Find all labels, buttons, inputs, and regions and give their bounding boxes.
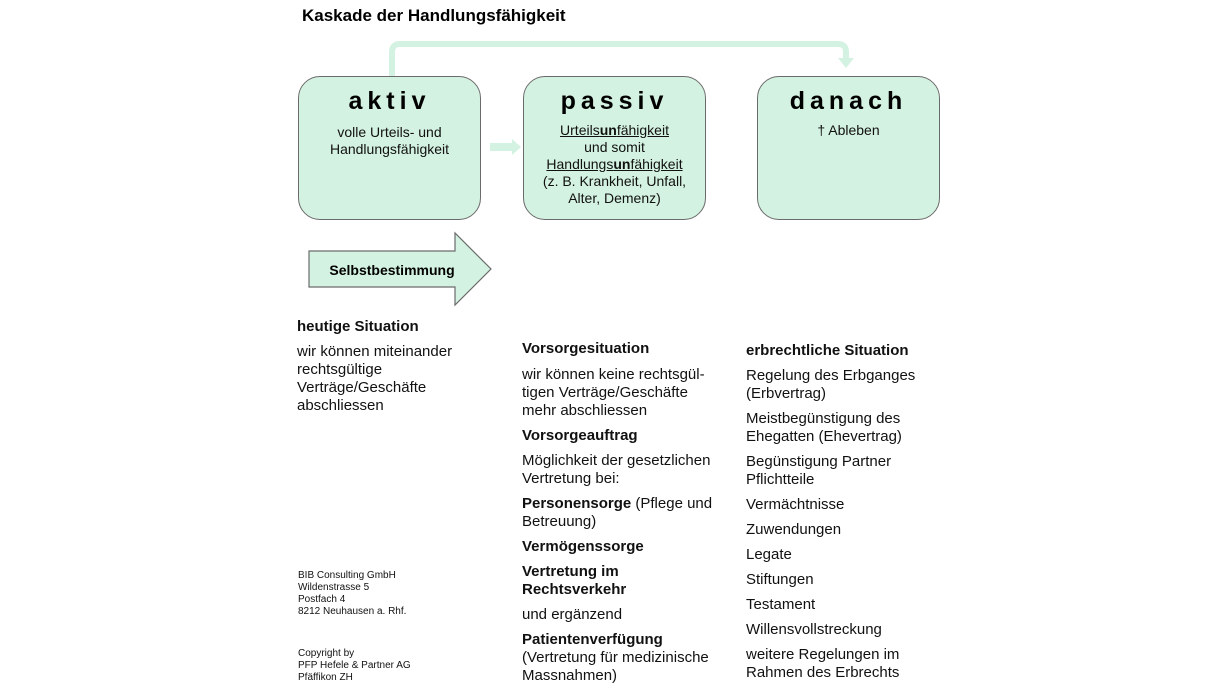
un-emphasis: un [599, 122, 617, 138]
col1-text-line: Verträge/Geschäfte [297, 379, 427, 396]
col2-text-line: Vertretung bei: [522, 470, 620, 487]
column-vorsorgesituation [522, 340, 732, 685]
box-passiv [523, 76, 706, 220]
box-danach [757, 76, 940, 220]
box-danach-title: danach [789, 87, 908, 115]
box-passiv-line [524, 122, 705, 139]
col3-item: Pflichtteile [746, 471, 815, 488]
vertretung-item: Rechtsverkehr [522, 581, 627, 598]
urteils-part: Urteils [560, 122, 600, 138]
col3-heading: erbrechtliche Situation [746, 342, 909, 359]
handlungs-part: Handlungs [546, 156, 614, 172]
col1-text-line: abschliessen [297, 397, 384, 414]
col2-text-line: Möglichkeit der gesetzlichen [522, 452, 711, 469]
address-line: Wildenstrasse 5 [298, 582, 370, 593]
top-connector-arrowhead [838, 58, 854, 68]
personensorge-detail: (Pflege und [631, 495, 713, 512]
col1-heading: heutige Situation [297, 318, 419, 335]
vorsorgeauftrag-heading: Vorsorgeauftrag [522, 427, 638, 444]
col2-text-line: tigen Verträge/Geschäfte [522, 384, 688, 401]
col2-text-line: wir können keine rechtsgül- [522, 366, 705, 383]
box-aktiv-line: Handlungsfähigkeit [329, 141, 450, 157]
col1-text-line: rechtsgültige [297, 361, 383, 378]
col2-text-line: Betreuung) [522, 513, 597, 530]
box-passiv-line: Alter, Demenz) [568, 190, 661, 206]
col3-item: Legate [746, 546, 792, 563]
col3-item: Begünstigung Partner [746, 453, 892, 470]
box-aktiv-line: volle Urteils- und [337, 124, 442, 140]
box-aktiv-text [299, 124, 480, 158]
address-line: Postfach 4 [298, 594, 346, 605]
col3-item: Rahmen des Erbrechts [746, 664, 900, 681]
box-passiv-line [524, 156, 705, 173]
box-aktiv-title: aktiv [348, 87, 431, 115]
personensorge-item [522, 495, 732, 513]
box-passiv-text [524, 122, 705, 207]
box-danach-line: † Ableben [817, 122, 880, 138]
col2-text-line: Massnahmen) [522, 667, 618, 684]
copyright-line: Pfäffikon ZH [298, 672, 353, 683]
col3-item: Ehegatten (Ehevertrag) [746, 428, 902, 445]
vermoegenssorge-item: Vermögenssorge [522, 538, 644, 555]
col3-item: Testament [746, 596, 816, 613]
un-emphasis: un [613, 156, 631, 172]
address-line: 8212 Neuhausen a. Rhf. [298, 606, 407, 617]
company-address [298, 570, 406, 618]
col3-item: (Erbvertrag) [746, 385, 827, 402]
diagram-title: Kaskade der Handlungsfähigkeit [302, 6, 566, 25]
box-danach-text [758, 122, 939, 139]
selbstbestimmung-label: Selbstbestimmung [329, 262, 455, 278]
patientenverfuegung-item: Patientenverfügung [522, 631, 663, 648]
copyright-notice [298, 648, 411, 684]
col2-text-line: mehr abschliessen [522, 402, 648, 419]
personensorge-label: Personensorge [522, 495, 632, 512]
faehigkeit-part: fähigkeit [616, 122, 669, 138]
box-aktiv [298, 76, 481, 220]
box-passiv-line: und somit [584, 139, 645, 155]
box-passiv-line: (z. B. Krankheit, Unfall, [542, 173, 687, 189]
box-passiv-title: passiv [560, 87, 669, 115]
small-arrow-aktiv-passiv [490, 139, 521, 155]
address-line: BIB Consulting GmbH [298, 570, 396, 581]
col3-item: Stiftungen [746, 571, 814, 588]
col3-item: Vermächtnisse [746, 496, 845, 513]
top-connector-arc [392, 44, 846, 76]
col3-item: Meistbegünstigung des [746, 410, 901, 427]
copyright-line: PFP Hefele & Partner AG [298, 660, 411, 671]
col2-text-line: (Vertretung für medizinische [522, 649, 709, 666]
ergaenzend-text: und ergänzend [522, 606, 623, 623]
col2-heading: Vorsorgesituation [522, 340, 650, 357]
vertretung-item: Vertretung im [522, 563, 619, 580]
col1-text-line: wir können miteinander [297, 343, 453, 360]
column-heutige-situation [297, 318, 497, 415]
column-erbrechtliche-situation [746, 342, 946, 682]
col3-item: Regelung des Erbganges [746, 367, 916, 384]
copyright-line: Copyright by [298, 648, 355, 659]
faehigkeit-part: fähigkeit [630, 156, 683, 172]
col3-item: Willensvollstreckung [746, 621, 882, 638]
col3-item: weitere Regelungen im [746, 646, 900, 663]
col3-item: Zuwendungen [746, 521, 842, 538]
